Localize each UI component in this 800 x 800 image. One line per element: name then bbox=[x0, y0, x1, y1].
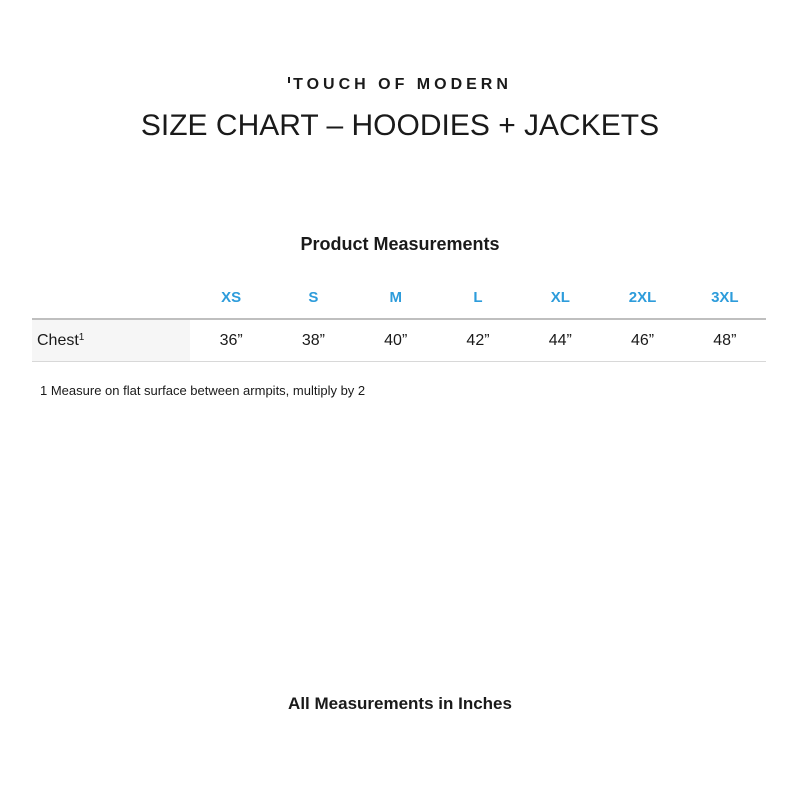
chest-value-xl: 44” bbox=[548, 331, 572, 349]
row-label-chest bbox=[32, 320, 190, 361]
size-header-3xl: 3XL bbox=[711, 288, 739, 306]
page-title: SIZE CHART – HOODIES + JACKETS bbox=[140, 109, 660, 142]
chest-value-s: 38” bbox=[301, 331, 325, 349]
footnote-ref: 1 bbox=[78, 331, 85, 343]
logo-tick-icon bbox=[288, 77, 290, 83]
chest-value-3xl: 48” bbox=[713, 331, 737, 349]
size-header-xl: XL bbox=[550, 288, 570, 306]
size-header-xs: XS bbox=[221, 288, 242, 306]
size-chart-table bbox=[32, 276, 766, 362]
size-header-row bbox=[32, 276, 766, 318]
footer-note: All Measurements in Inches bbox=[288, 694, 512, 713]
row-label-text: Chest bbox=[37, 331, 79, 349]
measurement-footnote: 1 Measure on flat surface between armpits, multiply by 2 bbox=[40, 383, 366, 398]
brand-logo-text: TOUCH OF MODERN bbox=[293, 76, 512, 93]
size-header-s: S bbox=[308, 288, 319, 306]
section-heading: Product Measurements bbox=[300, 234, 500, 254]
size-header-m: M bbox=[389, 288, 402, 306]
size-header-2xl: 2XL bbox=[628, 288, 657, 306]
brand-logo bbox=[0, 76, 800, 94]
table-row-chest bbox=[32, 318, 766, 362]
chest-value-2xl: 46” bbox=[631, 331, 655, 349]
chest-value-m: 40” bbox=[384, 331, 408, 349]
chest-value-xs: 36” bbox=[219, 331, 243, 349]
size-header-l: L bbox=[473, 288, 483, 306]
chest-value-l: 42” bbox=[466, 331, 490, 349]
